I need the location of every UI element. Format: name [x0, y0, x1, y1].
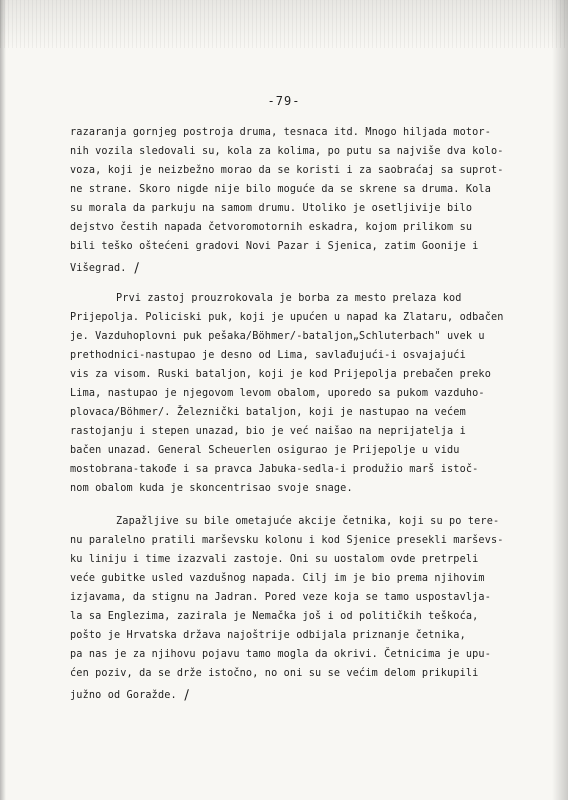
text-line: mostobrana-takođe i sa pravca Jabuka-sedla-i produžio marš istoč-	[70, 464, 479, 475]
text-line: prethodnici-nastupao je desno od Lima, savlađujući-i osvajajući	[70, 350, 466, 361]
scan-left-edge	[0, 0, 6, 800]
text-line: bačen unazad. General Scheuerlen osigurao je Prijepolje u vidu	[70, 445, 460, 456]
text-line: plovaca/Böhmer/. Železnički bataljon, koji je nastupao na većem	[70, 407, 466, 418]
text-line: pošto je Hrvatska država najoštrije odbijala priznanje četnika,	[70, 630, 466, 641]
pen-slash-mark: /	[131, 260, 142, 277]
text-line: voza, koji je neizbežno morao da se koristi i za saobraćaj sa suprot-	[70, 165, 504, 176]
text-line: ćen poziv, da se drže istočno, no oni su se većim delom prikupili	[70, 668, 479, 679]
text-line: izjavama, da stignu na Jadran. Pored veze koja se tamo uspostavlja-	[70, 592, 491, 603]
text-line: dejstvo čestih napada četvoromotornih eskadra, kojom prilikom su	[70, 222, 473, 233]
text-line: rastojanju i stepen unazad, bio je već naišao na neprijatelja i	[70, 426, 466, 437]
text-line: je. Vazduhoplovni puk pešaka/Böhmer/-bataljon„Schluterbach" uvek u	[70, 331, 485, 342]
text-line: Lima, nastupao je njegovom levom obalom, uporedo sa pukom vazduho-	[70, 388, 485, 399]
text-line: la sa Englezima, zazirala je Nemačka još i od političkih teškoća,	[70, 611, 479, 622]
text-line: pa nas je za njihovu pojavu tamo mogla da okrivi. Četnicima je upu-	[70, 649, 491, 660]
text-line-content: Višegrad.	[70, 263, 127, 274]
text-line: vis za visom. Ruski bataljon, koji je kod Prijepolja prebačen preko	[70, 369, 491, 380]
page-number: -79-	[267, 94, 301, 108]
text-line: Prijepolja. Policiski puk, koji je upućen u napad ka Zlataru, odbačen	[70, 312, 504, 323]
text-line-content: južno od Goražde.	[70, 690, 177, 701]
text-line: ne strane. Skoro nigde nije bilo moguće da se skrene sa druma. Kola	[70, 184, 491, 195]
text-line	[70, 687, 540, 704]
text-line: su morala da parkuju na samom drumu. Utoliko je osetljivije bilo	[70, 203, 473, 214]
text-line: bili teško oštećeni gradovi Novi Pazar i Sjenica, zatim Goonije i	[70, 241, 479, 252]
text-line	[70, 260, 540, 277]
pen-slash-mark: /	[181, 687, 192, 704]
text-line: nu paralelno pratili marševsku kolonu i kod Sjenice presekli marševs-	[70, 535, 504, 546]
text-line: Prvi zastoj prouzrokovala je borba za mesto prelaza kod	[116, 293, 462, 304]
text-line: nom obalom kuda je skoncentrisao svoje snage.	[70, 483, 353, 494]
text-line: veće gubitke usled vazdušnog napada. Cilj im je bio prema njihovim	[70, 573, 485, 584]
scan-right-edge	[552, 0, 568, 800]
text-line: Zapažljive su bile ometajuće akcije četnika, koji su po tere-	[116, 516, 500, 527]
text-line: nih vozila sledovali su, kola za kolima, po putu sa najviše dva kolo-	[70, 146, 504, 157]
scan-top-smudge	[0, 0, 568, 48]
text-line: razaranja gornjeg postroja druma, tesnaca itd. Mnogo hiljada motor-	[70, 127, 491, 138]
text-line: ku liniju i time izazvali zastoje. Oni su uostalom ovde pretrpeli	[70, 554, 479, 565]
